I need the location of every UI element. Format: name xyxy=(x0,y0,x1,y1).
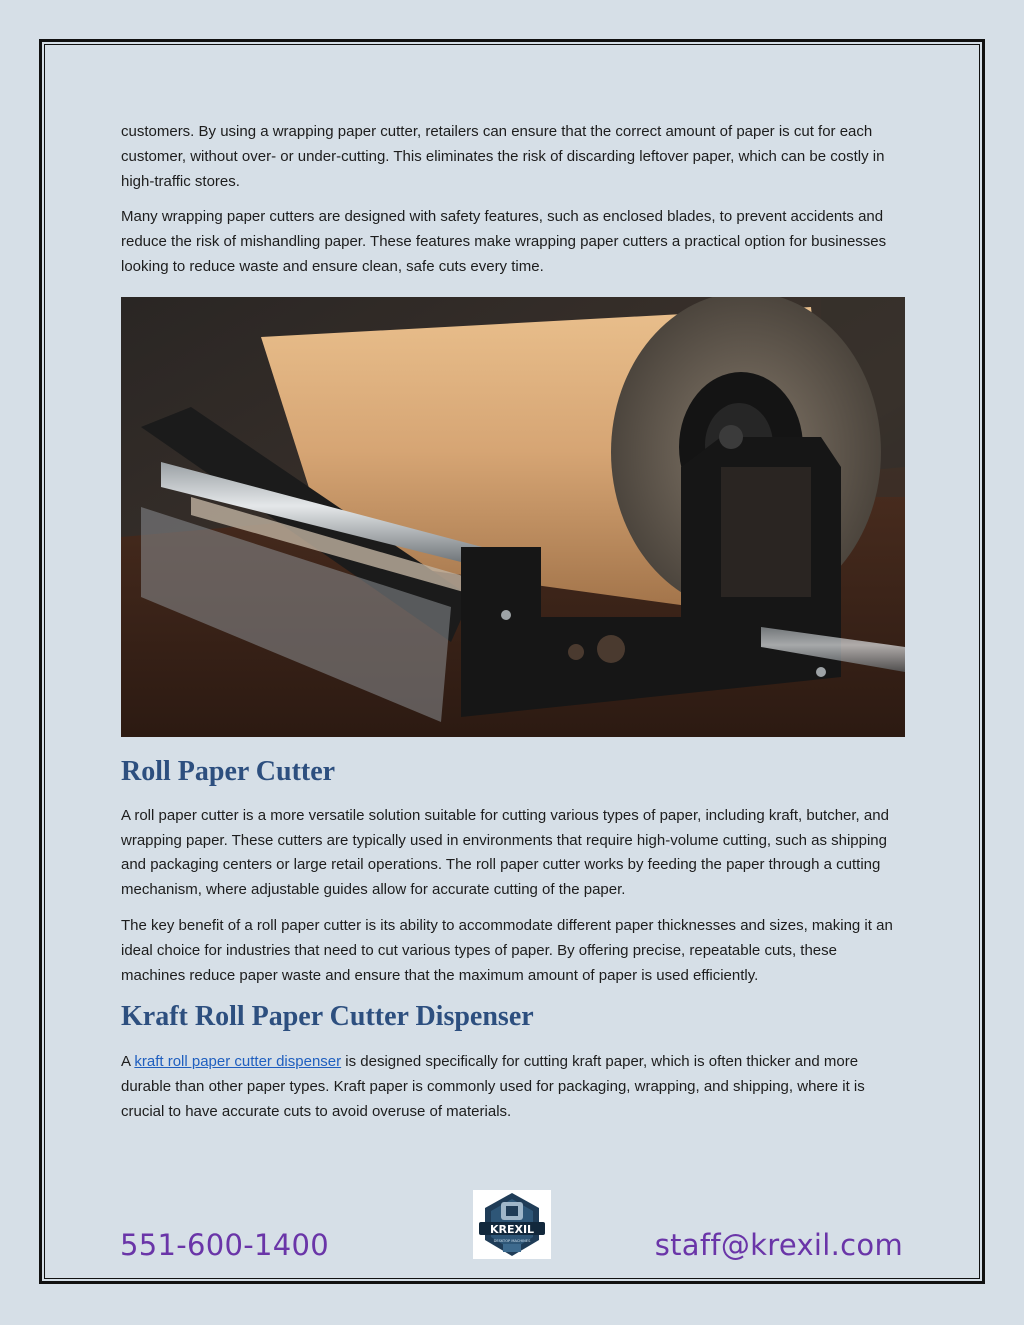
kraft-intro-rest: is designed specifically for cutting kraft paper, which is often thicker and more durable than other paper types. Kraft paper is commonly used for packaging, wrapping, and shipping, where it is crucial to have accurate cuts to avoid overuse of materials. xyxy=(121,1053,865,1120)
logo-wordmark: KREXIL xyxy=(489,1223,535,1236)
heading-roll-paper-cutter: Roll Paper Cutter xyxy=(121,755,336,787)
footer-email-address[interactable]: staff@krexil.com xyxy=(654,1228,903,1262)
paragraph-kraft-intro xyxy=(121,1050,905,1124)
paragraph-safety-features: Many wrapping paper cutters are designed with safety features, such as enclosed blades, to prevent accidents and reduce the risk of mishandling paper. These features make wrapping paper cutters a practical option for businesses looking to reduce waste and ensure clean, safe cuts every time. xyxy=(121,208,887,275)
roll-paper-cutter-photo xyxy=(121,297,905,737)
krexil-logo xyxy=(473,1190,551,1259)
footer-phone-number[interactable]: 551-600-1400 xyxy=(120,1228,330,1262)
kraft-roll-paper-cutter-dispenser-link[interactable]: kraft roll paper cutter dispenser xyxy=(134,1053,342,1071)
document-content xyxy=(121,120,905,1136)
paragraph-roll-intro: A roll paper cutter is a more versatile solution suitable for cutting various types of paper, including kraft, butcher, and wrapping paper. These cutters are typically used in environments that require high-volume cutting, such as shipping and packaging centers or large retail operations. The roll paper cutter works by feeding the paper through a cutting mechanism, where adjustable guides allow for accurate cutting of the paper. xyxy=(121,806,889,899)
logo-subtext: DESKTOP MACHINES xyxy=(493,1239,531,1243)
kraft-intro-prefix: A xyxy=(121,1053,135,1071)
paragraph-customers: customers. By using a wrapping paper cutter, retailers can ensure that the correct amount of paper is cut for each customer, without over- or under-cutting. This eliminates the risk of discarding leftover paper, which can be costly in high-traffic stores. xyxy=(121,123,885,190)
heading-kraft-roll-paper-cutter-dispenser: Kraft Roll Paper Cutter Dispenser xyxy=(121,1001,534,1033)
paragraph-roll-benefit: The key benefit of a roll paper cutter is its ability to accommodate different paper thicknesses and sizes, making it an ideal choice for industries that need to cut various types of paper. By offering precise, repeatable cuts, these machines reduce paper waste and ensure that the maximum amount of paper is used efficiently. xyxy=(121,916,893,984)
